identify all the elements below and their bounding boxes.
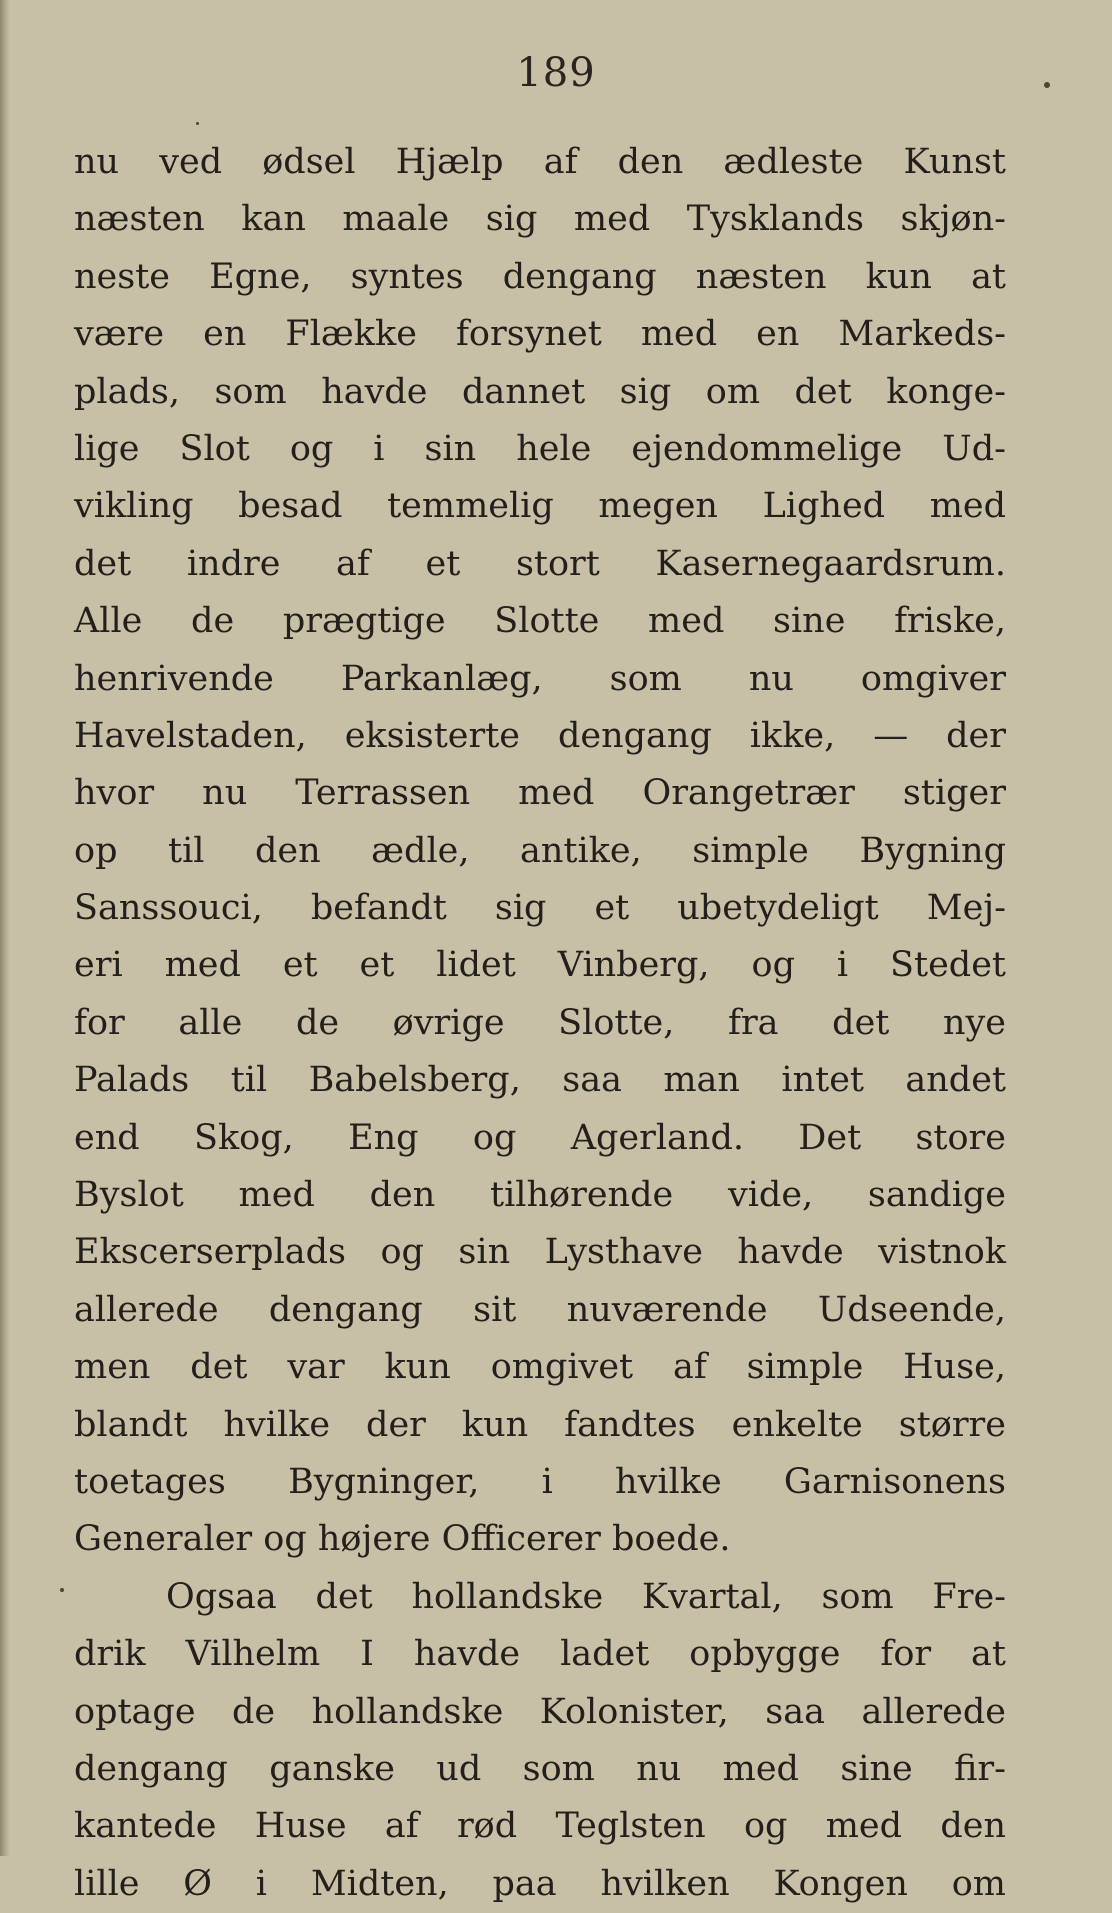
text-line: være en Flække forsynet med en Markeds- (74, 314, 1006, 355)
text-line: eri med et et lidet Vinberg, og i Stedet (74, 945, 1006, 986)
page-gutter-shadow (0, 0, 10, 1856)
text-line: optage de hollandske Kolonister, saa allerede (74, 1691, 1006, 1732)
page-number: 189 (516, 50, 596, 96)
paper-speck (1044, 82, 1050, 88)
text-line: henrivende Parkanlæg, som nu omgiver (74, 658, 1006, 699)
text-line: for alle de øvrige Slotte, fra det nye (74, 1002, 1006, 1043)
text-line: blandt hvilke der kun fandtes enkelte større (74, 1404, 1006, 1445)
paragraph-1 (74, 134, 1006, 1569)
text-line: Byslot med den tilhørende vide, sandige (74, 1175, 1006, 1216)
text-line: Generaler og højere Officerer boede. (74, 1519, 731, 1560)
text-line: Sanssouci, befandt sig et ubetydeligt Mej- (74, 888, 1006, 929)
text-line: drik Vilhelm I havde ladet opbygge for at (74, 1634, 1006, 1675)
text-line: lige Slot og i sin hele ejendommelige Ud- (74, 428, 1006, 469)
text-line: toetages Bygninger, i hvilke Garnisonens (74, 1461, 1006, 1502)
text-line: hvor nu Terrassen med Orangetrær stiger (74, 773, 1006, 814)
text-line: Ekscerserplads og sin Lysthave havde vistnok (74, 1232, 1006, 1273)
text-line: op til den ædle, antike, simple Bygning (74, 830, 1006, 871)
text-line: plads, som havde dannet sig om det konge- (74, 371, 1006, 412)
paper-speck (60, 1588, 64, 1592)
paper-speck (196, 122, 199, 125)
paragraph-2 (74, 1569, 1006, 1913)
text-line: nu ved ødsel Hjælp af den ædleste Kunst (74, 142, 1006, 182)
body-text (74, 134, 1006, 1913)
text-line: vikling besad temmelig megen Lighed med (74, 486, 1006, 527)
text-line: Havelstaden, eksisterte dengang ikke, — der (74, 715, 1006, 756)
text-line: Ogsaa det hollandske Kvartal, som Fre- (166, 1576, 1006, 1617)
text-line: lille Ø i Midten, paa hvilken Kongen om (74, 1863, 1006, 1904)
text-line: Palads til Babelsberg, saa man intet andet (74, 1060, 1006, 1101)
text-line: kantede Huse af rød Teglsten og med den (74, 1806, 1006, 1847)
text-line: det indre af et stort Kasernegaardsrum. (74, 543, 1006, 584)
text-line: næsten kan maale sig med Tysklands skjøn- (74, 199, 1006, 240)
text-line: Alle de prægtige Slotte med sine friske, (74, 601, 1006, 642)
text-line: allerede dengang sit nuværende Udseende, (74, 1289, 1006, 1330)
text-line: men det var kun omgivet af simple Huse, (74, 1347, 1006, 1388)
text-line: end Skog, Eng og Agerland. Det store (74, 1117, 1006, 1158)
text-line: dengang ganske ud som nu med sine fir- (74, 1748, 1006, 1789)
text-line: neste Egne, syntes dengang næsten kun at (74, 256, 1006, 297)
